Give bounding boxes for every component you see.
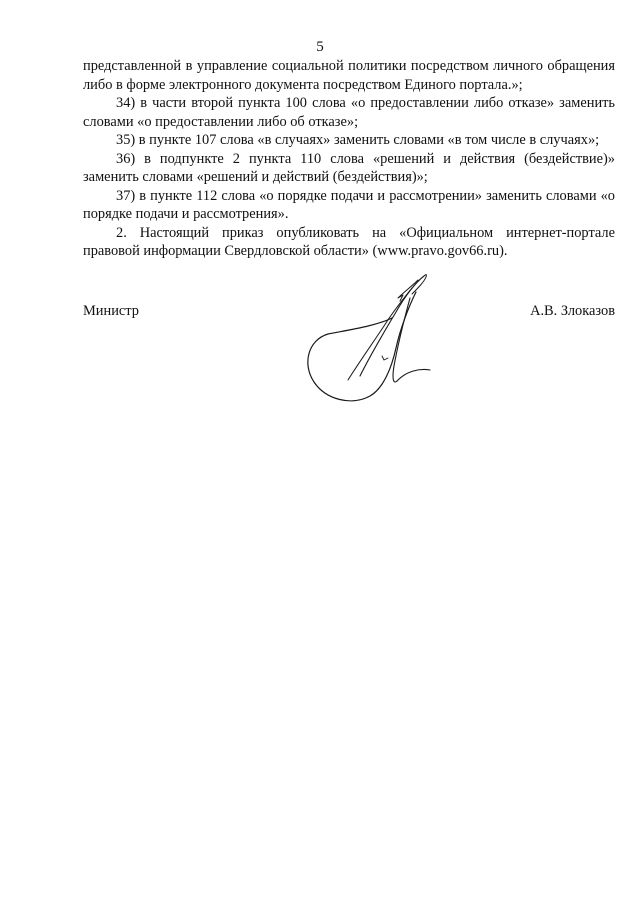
paragraph-item-36: 36) в подпункте 2 пункта 110 слова «решений и действия (бездействие)» заменить словами «решений и действий (бездействия)»; <box>83 150 615 185</box>
page-number: 5 <box>316 39 324 55</box>
paragraph-item-37: 37) в пункте 112 слова «о порядке подачи и рассмотрении» заменить словами «о порядке подачи и рассмотрения». <box>83 187 615 222</box>
signer-name: А.В. Злоказов <box>530 303 615 319</box>
document-body <box>83 57 615 261</box>
paragraph-item-34: 34) в части второй пункта 100 слова «о предоставлении либо отказе» заменить словами «о предоставлении либо об отказе»; <box>83 95 615 130</box>
paragraph-publication-order: 2. Настоящий приказ опубликовать на «Официальном интернет-портале правовой информации Свердловской области» (www.pravo.gov66.ru). <box>83 224 615 259</box>
paragraph-item-35: 35) в пункте 107 слова «в случаях» заменить словами «в том числе в случаях»; <box>116 132 600 148</box>
handwritten-signature-icon <box>300 268 440 413</box>
paragraph-continuation: представленной в управление социальной политики посредством личного обращения либо в форме электронного документа посредством Единого портала.»; <box>83 58 615 93</box>
signer-position: Министр <box>83 303 139 319</box>
